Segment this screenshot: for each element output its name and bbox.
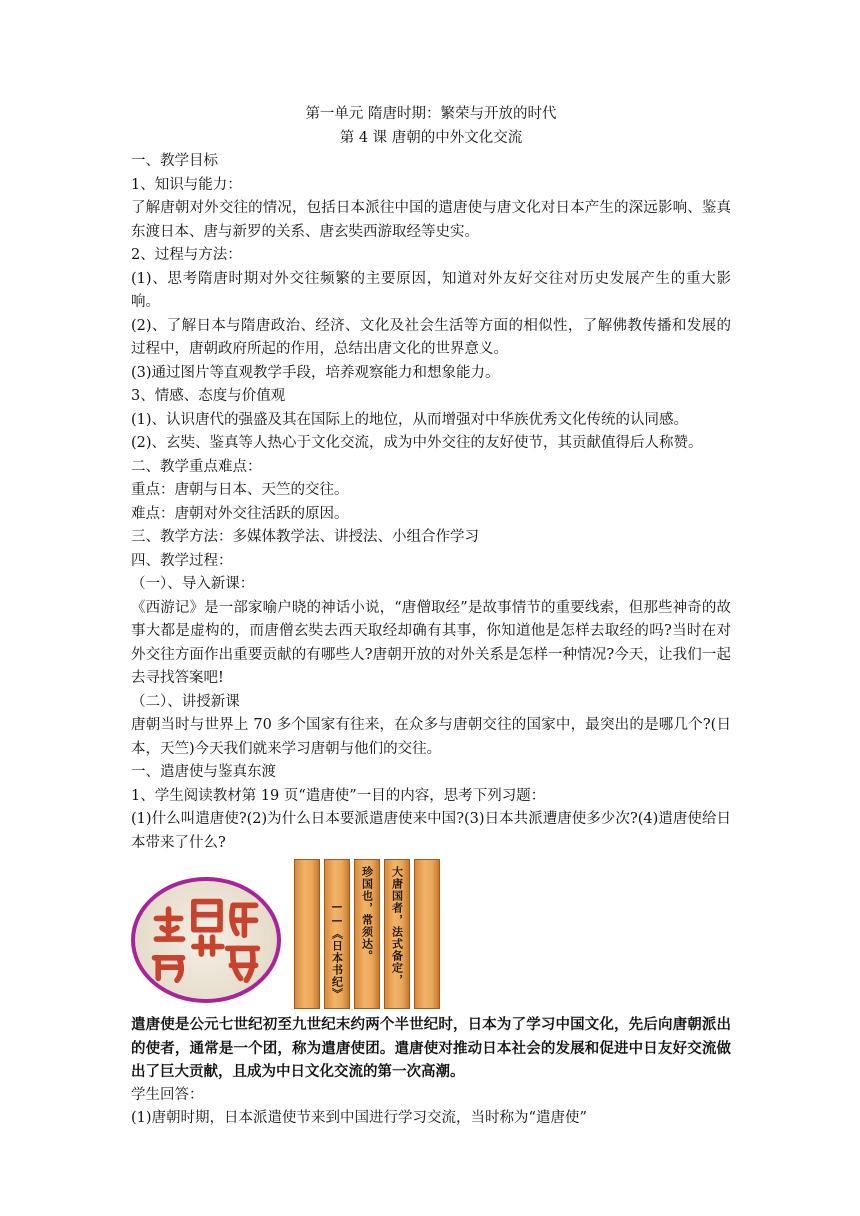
paragraph: (1)唐朝时期，日本派遣使节来到中国进行学习交流，当时称为“遣唐使”: [131, 1110, 587, 1126]
paragraph: 了解唐朝对外交往的情况，包括日本派往中国的遣唐使与唐文化对日本产生的深远影响、鉴真东渡日本、唐与新罗的关系、唐玄奘西游取经等史实。: [131, 200, 731, 240]
document-body: [131, 103, 731, 1131]
bamboo-slip: [324, 859, 350, 1009]
paragraph: 唐朝当时与世界上 70 多个国家有往来，在众多与唐朝交往的国家中，最突出的是哪几个?(日本，天竺)今天我们就来学习唐朝与他们的交往。: [131, 717, 731, 757]
paragraph: (2)、玄奘、鉴真等人热心于文化交流，成为中外交往的友好使节，其贡献值得后人称赞。: [131, 435, 703, 451]
highlight-paragraph: 遣唐使是公元七世纪初至九世纪末约两个半世纪时，日本为了学习中国文化，先后向唐朝派出的使者，通常是一个团，称为遣唐使团。遣唐使对推动日本社会的发展和促进中日友好交流做出了巨大贡献，且成为中日文化交流的第一次高潮。: [131, 1016, 731, 1080]
lesson-title: 第 4 课 唐朝的中外文化交流: [339, 129, 523, 146]
paragraph: (1)什么叫遣唐使?(2)为什么日本要派遣唐使来中国?(3)日本共派遭唐使多少次?(4)遣唐使给日本带来了什么?: [131, 811, 731, 851]
slip-text: 珍国也，常须达。: [360, 866, 374, 962]
paragraph: 学生回答：: [131, 1086, 204, 1103]
subsection-heading: （一）、导入新课：: [131, 576, 255, 592]
paragraph: (3)通过图片等直观教学手段，培养观察能力和想象能力。: [131, 364, 500, 381]
section-heading: 一、遣唐使与鉴真东渡: [131, 764, 276, 780]
bamboo-slip: [354, 859, 380, 1009]
bamboo-slip: [294, 859, 320, 1009]
section-heading: 一、教学目标: [131, 153, 218, 169]
paragraph: (1)、认识唐代的强盛及其在国际上的地位，从而增强对中华族优秀文化传统的认同感。: [131, 411, 689, 428]
illustration: [131, 859, 731, 1009]
subsection-heading: 3、情感、态度与价值观: [131, 388, 286, 404]
subsection-heading: 2、过程与方法：: [131, 247, 242, 263]
subsection-heading: 1、知识与能力：: [131, 176, 242, 193]
bamboo-slips: [294, 859, 584, 1009]
seal-image: [131, 877, 281, 1003]
paragraph: 难点：唐朝对外交往活跃的原因。: [131, 505, 349, 522]
paragraph: 重点：唐朝与日本、天竺的交往。: [131, 482, 349, 498]
unit-title: 第一单元 隋唐时期：繁荣与开放的时代: [305, 106, 557, 122]
slip-text: 大唐国者，法式备定，: [390, 866, 404, 986]
section-heading: 二、教学重点难点：: [131, 458, 262, 475]
slip-text: ——《日本书纪》: [330, 900, 344, 1000]
bamboo-slip: [384, 859, 410, 1009]
paragraph: 1、学生阅读教材第 19 页“遣唐使”一目的内容，思考下列习题：: [131, 787, 546, 804]
seal-script-icon: [135, 881, 277, 999]
subsection-heading: （二）、讲授新课: [131, 693, 240, 710]
paragraph: (2)、了解日本与隋唐政治、经济、文化及社会生活等方面的相似性，了解佛教传播和发展的过程中，唐朝政府所起的作用，总结出唐文化的世界意义。: [131, 317, 731, 357]
paragraph: (1)、思考隋唐时期对外交往频繁的主要原因，知道对外友好交往对历史发展产生的重大影响。: [131, 270, 731, 310]
paragraph: 《西游记》是一部家喻户晓的神话小说，“唐僧取经”是故事情节的重要线索，但那些神奇的故事大都是虚构的，而唐僧玄奘去西天取经却确有其事，你知道他是怎样去取经的吗?当时在对外交往方面作出重要贡献的有哪些人?唐朝开放的对外关系是怎样一种情况?今天，让我们一起去寻找答案吧!: [131, 599, 731, 686]
bamboo-slip: [414, 859, 440, 1009]
section-heading: 三、教学方法：多媒体教学法、讲授法、小组合作学习: [131, 529, 479, 545]
section-heading: 四、教学过程：: [131, 552, 233, 569]
